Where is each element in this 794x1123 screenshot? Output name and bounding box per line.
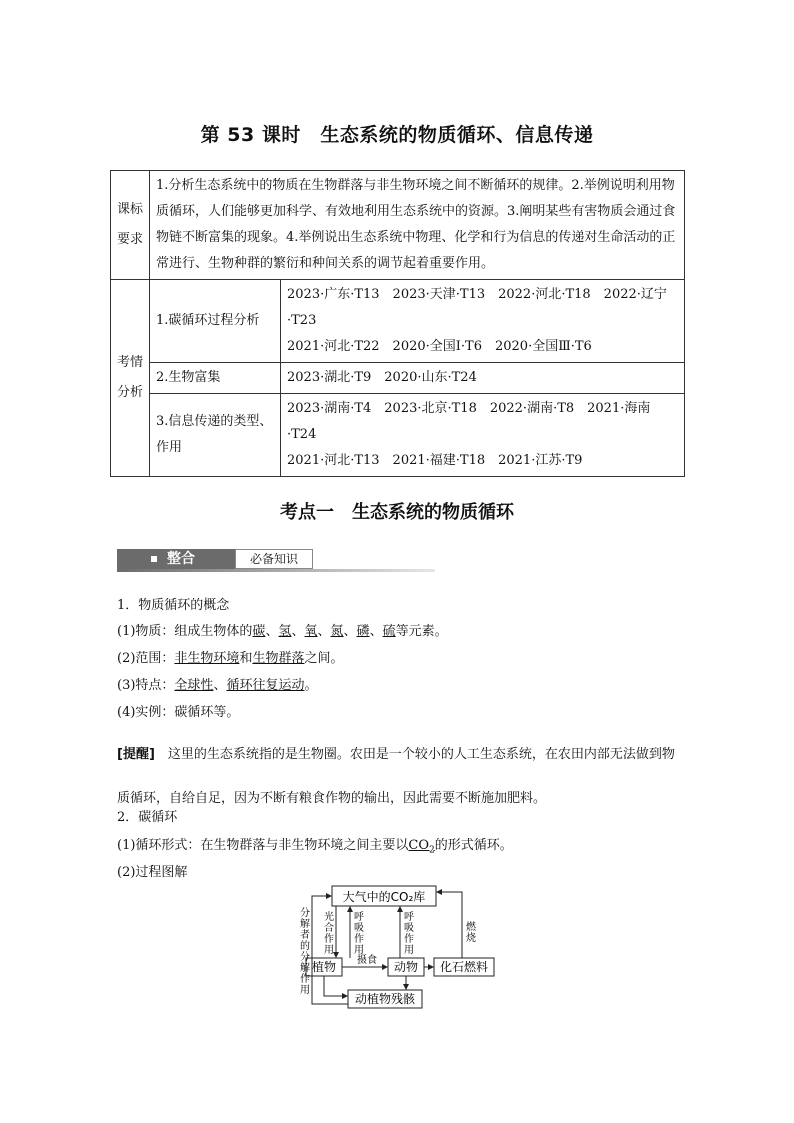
animal-respiration-label [404,911,414,956]
carbon-cycle-diagram [296,884,506,1010]
topic-cell: 1.碳循环过程分析 [150,280,281,363]
banner-rule [117,569,435,572]
underlined-term: 硫 [382,624,396,639]
banner-light-label: 必备知识 [235,549,313,569]
heading-carbon-cycle: 2．碳循环 [117,810,178,825]
label-char: 吸 [354,923,364,934]
reminder-label: [提醒] [117,747,155,762]
table-row [111,171,685,280]
decomposer-label [300,906,310,996]
underlined-term: 全球性 [174,678,214,693]
text: 。 [304,678,318,693]
exam-list: 2023·湖北·T9 2020·山东·T24 [281,363,685,394]
label-char: 的 [300,941,310,952]
underlined-term [408,838,435,856]
label-exam-analysis: 考情分析 [111,280,150,477]
label-char: 呼 [354,912,364,923]
exam-list: 2023·广东·T13 2023·天津·T13 2022·河北·T18 2022·辽宁·T23 2021·河北·T22 2020·全国Ⅰ·T6 2020·全国Ⅲ·T6 [281,280,685,363]
reminder-note [117,733,687,821]
text: 等元素。 [395,624,448,639]
label-requirements: 课标要求 [111,171,150,280]
text: 和 [239,651,253,666]
table-row [111,363,685,394]
label-char: 者 [300,930,310,941]
carbon-line-2: (2)过程图解 [117,865,188,880]
reminder-text: 这里的生态系统指的是生物圈。农田是一个较小的人工生态系统，在农田内部无法做到物质循环，自给自足，因为不断有粮食作物的输出，因此需要不断施加肥料。 [117,747,675,806]
underlined-term: 磷 [356,624,370,639]
label-char: 用 [300,985,310,996]
label-char: 作 [324,934,334,945]
label-char: 作 [354,934,364,945]
requirements-text: 1.分析生态系统中的物质在生物群落与非生物环境之间不断循环的规律。2.举例说明利用物质循环，人们能够更加科学、有效地利用生态系统中的资源。3.阐明某些有害物质会通过食物链不断富集的现象。4.举例说出生态系统中物理、化学和行为信息的传递对生命活动的正常进行、生物种群的繁衍和种间关系的调节起着重要作用。 [150,171,685,280]
topic-cell: 3.信息传递的类型、作用 [150,394,281,477]
atmosphere-label: 大气中的CO₂库 [342,890,426,904]
label-char: 用 [324,945,334,956]
label-char: 吸 [404,923,414,934]
label-char: 分 [300,952,310,963]
label-char: 光 [324,912,334,923]
combustion-label [466,920,477,944]
label-char: 用 [404,945,414,956]
fossil-fuel-label: 化石燃料 [439,960,489,974]
section-banner [117,549,435,571]
underlined-term: 生物群落 [252,651,305,666]
table-row [111,394,685,477]
concept-line-4: (4)实例：碳循环等。 [117,705,240,720]
label-char: 烧 [466,933,476,944]
co2-text: CO [408,838,430,853]
banner-dark [117,549,235,569]
plant-to-remains-arrow [324,976,347,996]
animal-label: 动物 [393,960,419,974]
label-char: 分 [300,908,310,919]
banner-dark-label: 整合 [167,551,195,567]
square-bullet-icon [151,556,157,562]
curriculum-table [110,170,685,477]
subscript: 2 [429,845,435,856]
combustion-arrow [437,892,462,958]
text: (3)特点： [117,678,175,693]
carbon-line-1 [117,834,513,856]
label-char: 作 [300,974,310,985]
concept-line-2 [117,647,343,666]
topic-cell: 2.生物富集 [150,363,281,394]
concept-line-1: (1)物质：组成生物体的碳、氢、氧、氮、磷、硫等元素。 [117,624,448,639]
text: 的形式循环。 [434,838,513,853]
label-char: 解 [300,919,310,930]
underlined-term: 非生物环境 [174,651,240,666]
underlined-term: 氧 [304,624,318,639]
remains-label: 动植物残骸 [354,992,416,1006]
label-char: 燃 [466,922,476,933]
plant-label: 植物 [311,960,337,974]
text: 之间。 [304,651,344,666]
plant-respiration-label [354,911,364,956]
underlined-term: 碳 [252,624,266,639]
table-row [111,280,685,363]
photosynthesis-label [324,910,334,956]
page-title: 第 53 课时 生态系统的物质循环、信息传递 [200,124,594,146]
label-char: 解 [300,963,310,974]
heading-concept: 1．物质循环的概念 [117,598,230,613]
text: (1)物质：组成生物体的 [117,624,253,639]
exam-list: 2023·湖南·T4 2023·北京·T18 2022·湖南·T8 2021·海南·T24 2021·河北·T13 2021·福建·T18 2021·江苏·T9 [281,394,685,477]
label-char: 呼 [404,912,414,923]
label-char: 作 [404,934,414,945]
underlined-term: 氮 [330,624,344,639]
text: (2)范围： [117,651,175,666]
feeding-label: 摄食 [357,955,377,966]
label-char: 用 [354,945,364,956]
section-title: 考点一 生态系统的物质循环 [280,502,514,523]
label-char: 合 [324,923,334,934]
underlined-term: 循环往复运动 [226,678,305,693]
concept-line-3 [117,674,317,693]
underlined-term: 氢 [278,624,292,639]
text: (1)循环形式：在生物群落与非生物环境之间主要以 [117,838,409,853]
text: 、 [213,678,227,693]
